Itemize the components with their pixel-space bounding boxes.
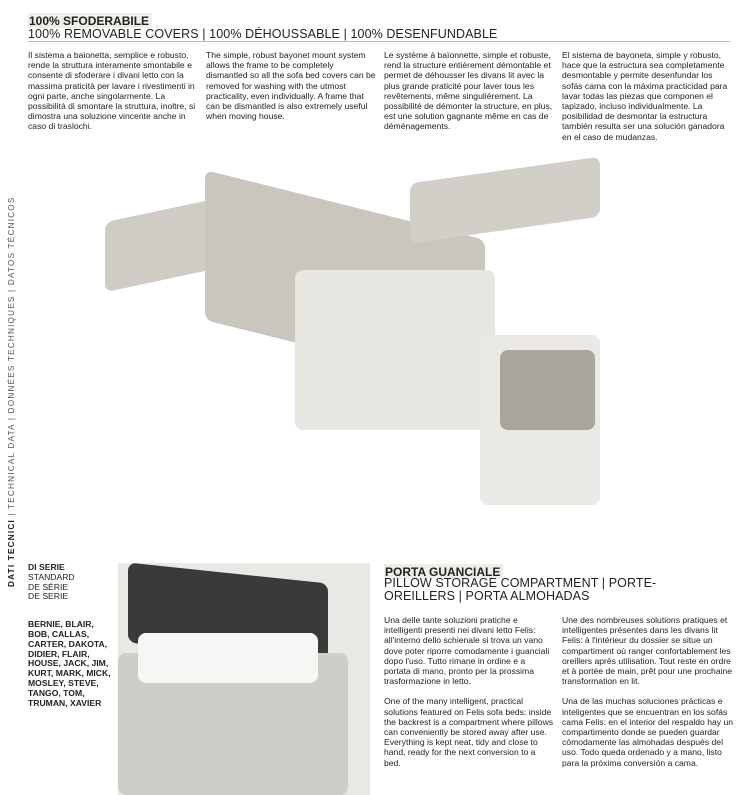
text-column-en: The simple, robust bayonet mount system allows the frame to be completely dismantled so all the sofa bed covers can be removed for washing with the utmost practicality, even individually. A frame that can be dismantled is also extremely useful when moving house. [206,50,376,122]
text-column-es: El sistema de bayoneta, simple y robusto, hace que la estructura sea completamente desmontable y permite desenfundar los sofás cama con la máxima practicidad para lavar todas las piezas que componen el tapizado, incluso individualmente. La posibilidad de desmontar la estructura también resulta ser una solución ganadora en el caso de mudanzas. [562,50,728,142]
pillow [138,633,318,683]
sofa-frame [295,270,495,430]
pillow-compartment-photo [118,563,370,795]
armrest-piece [105,198,220,292]
section-title-removable: 100% SFODERABILE [28,12,152,30]
technical-data-vertical-label: DATI TECNICI | TECHNICAL DATA | DONNÉES TECHNIQUES | DATOS TÉCNICOS [7,196,16,587]
model-list: BERNIE, BLAIR, BOB, CALLAS, CARTER, DAKOTA, DIDIER, FLAIR, HOUSE, JACK, JIM, KURT, MARK, MICK, MOSLEY, STEVE, TANGO, TOM, TRUMAN, XAVIER [28,619,111,708]
pillow-text-left: Una delle tante soluzioni pratiche e intelligenti presenti nei divani letto Felis: all'interno dello schienale si trova un vano dove poter riporre comodamente i guanciali dopo l'uso. Tutto rimane in ordine e a portata di mano, pronto per la prossima trasformazione in letto. One of the many intelligent, practical solutions featured on Felis sofa beds: inside the backrest is a compartment where pillows can conveniently be stored away after use. Everything is kept neat, tidy and close to hand, ready for the next conversion to a bed. [384,615,554,768]
backrest-piece [410,157,600,244]
section-subtitle-pillow: PILLOW STORAGE COMPARTMENT | PORTE-OREILLERS | PORTA ALMOHADAS [384,576,657,603]
pillow-text-right: Une des nombreuses solutions pratiques et intelligentes présentes dans les divans lit Felis: à l'intérieur du dossier se situe un compartiment où ranger confortablement les oreillers après utilisation. Tout reste en ordre et à portée de main, prêt pour une prochaine transformation en lit. Una de las muchas soluciones prácticas e inteligentes que se encuentran en los sofás cama Felis: en el interior del respaldo hay un compartimento donde se pueden guardar cómodamente las almohadas después del uso. Todo queda ordenado y a mano, listo para la próxima conversión a cama. [562,615,734,768]
text-column-fr: Le système à baïonnette, simple et robuste, rend la structure entièrement démontable et permet de déhousser les divans lit avec la plus grande praticité pour laver tous les revêtements, même singulièrement. La possibilité de démonter la structure, en plus, est une solution gagnante même en cas de déménagements. [384,50,553,132]
standard-block: DI SERIE STANDARD DE SÉRIE DE SERIE BERNIE, BLAIR, BOB, CALLAS, CARTER, DAKOTA, DIDIER, FLAIR, HOUSE, JACK, JIM, KURT, MARK, MICK, MOSLEY, STEVE, TANGO, TOM, TRUMAN, XAVIER [28,563,116,708]
cover-draped [500,350,595,430]
sofa-disassembled-photo [95,150,739,550]
text-column-it: Il sistema a baionetta, semplice e robusto, rende la struttura interamente smontabile e consente di sfoderare i divani letto con la massima praticità per lavare i rivestimenti in ogni parte, anche singolarmente. La possibilità di smontare la struttura, inoltre, si dimostra una soluzione vincente anche in caso di traslochi. [28,50,196,132]
section-title-pillow: PORTA GUANCIALE [384,563,503,581]
divider [28,41,730,42]
section-subtitle-removable: 100% REMOVABLE COVERS | 100% DÉHOUSSABLE | 100% DESENFUNDABLE [28,27,498,41]
